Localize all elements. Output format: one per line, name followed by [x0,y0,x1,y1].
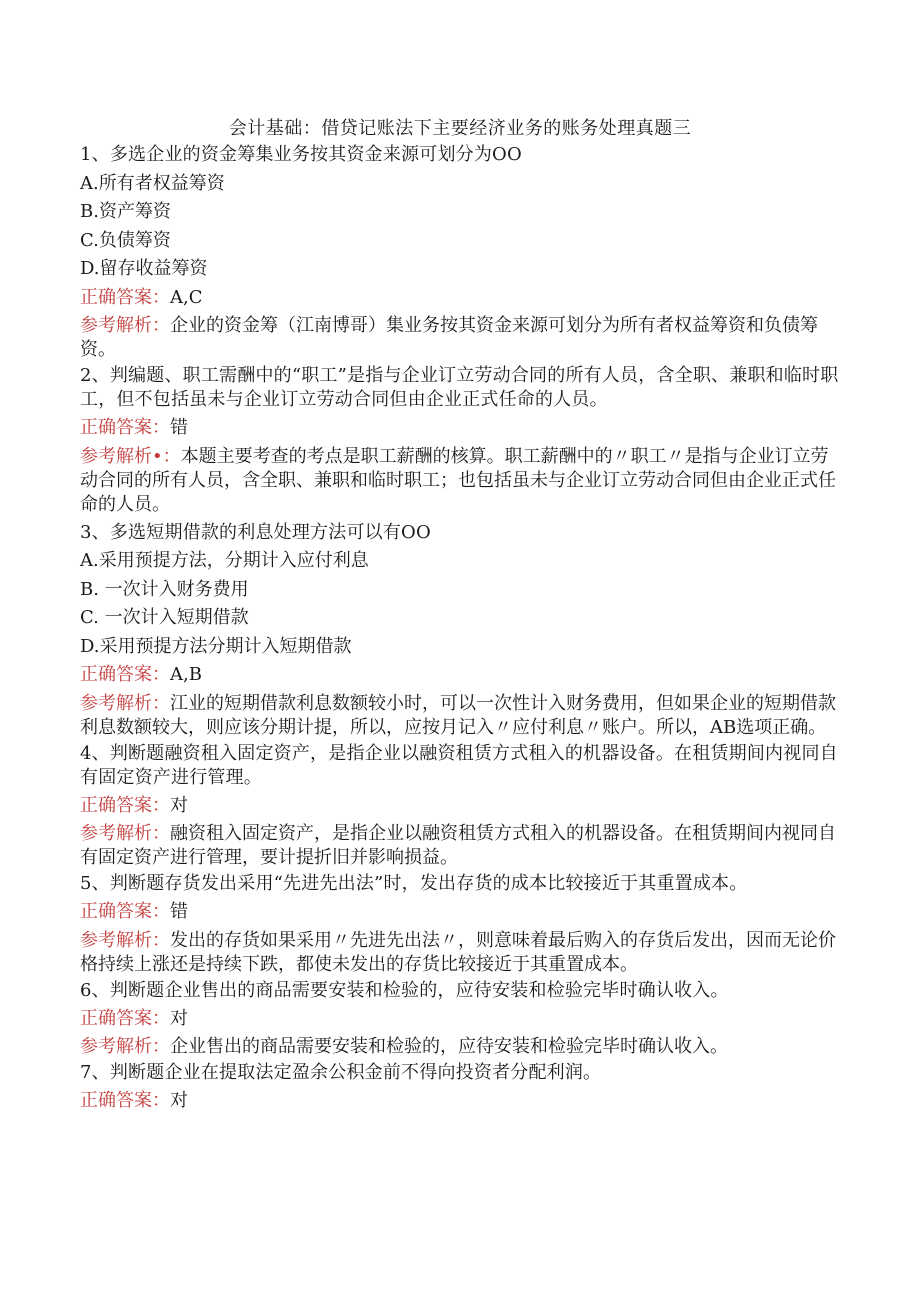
answer-value: 对 [170,1007,188,1029]
analysis-text: 企业的资金筹（江南博哥）集业务按其资金来源可划分为所有者权益筹资和负债筹资。 [80,315,818,360]
answer-value: A,B [170,664,202,685]
question-6-stem: 6、判断题企业售出的商品需要安装和检验的，应待安装和检验完毕时确认收入。 [80,979,729,1001]
question-7-stem: 7、判断题企业在提取法定盈余公积金前不得向投资者分配利润。 [80,1062,602,1083]
analysis-label: 参考解析： [80,315,170,336]
question-3-option-a: A.采用预提方法，分期计入应付利息 [80,550,369,571]
question-3-analysis [80,692,840,740]
analysis-label: 参考解析： [80,692,170,714]
question-6-analysis [80,1035,840,1059]
answer-value: 错 [170,901,188,922]
analysis-text: 融资租入固定资产，是指企业以融资租赁方式租入的机器设备。在租赁期间内视同自有固定资产进行管理，要计提折旧并影响损益。 [80,823,836,868]
answer-label: 正确答案： [80,417,170,438]
question-1-option-d: D.留存收益筹资 [80,258,208,279]
question-3-stem: 3、多选短期借款的利息处理方法可以有OO [80,521,431,543]
question-1-stem: 1、多选企业的资金筹集业务按其资金来源可划分为OO [80,144,522,165]
question-3-option-c: C. 一次计入短期借款 [80,607,249,628]
answer-label: 正确答案： [80,1007,170,1029]
analysis-text: 发出的存货如果采用〃先进先出法〃，则意味着最后购入的存货后发出，因而无论价格持续上涨还是持续下跌，都使未发出的存货比较接近于其重置成本。 [80,929,836,975]
question-1-option-c: C.负债筹资 [80,229,171,251]
question-3-option-d: D.采用预提方法分期计入短期借款 [80,635,352,657]
answer-label: 正确答案： [80,664,170,685]
question-4-stem: 4、判断题融资租入固定资产，是指企业以融资租赁方式租入的机器设备。在租赁期间内视同自有固定资产进行管理。 [80,742,838,788]
analysis-text: 企业售出的商品需要安装和检验的，应待安装和检验完毕时确认收入。 [170,1036,728,1057]
analysis-label: 参考解析： [80,1036,170,1057]
answer-value: 对 [170,794,188,816]
answer-value: A,C [170,286,203,308]
question-2-answer [80,414,840,443]
question-4-answer [80,792,840,821]
question-3-answer [80,661,840,690]
question-1-option-b: B.资产筹资 [80,201,171,222]
answer-label: 正确答案： [80,794,170,816]
question-list [80,141,840,1116]
question-2-stem: 2、判编题、职工需酬中的“职工”是指与企业订立劳动合同的所有人员，含全职、兼职和临时职工，但不包括虽未与企业订立劳动合同但由企业正式任命的人员。 [80,365,839,410]
answer-label: 正确答案： [80,286,170,308]
question-2-analysis [80,445,840,517]
answer-value: 错 [170,417,188,438]
question-5-analysis [80,929,840,977]
document-title: 会计基础：借贷记账法下主要经济业务的账务处理真题三 [228,118,692,139]
analysis-label: 参考解析•： [80,445,181,467]
question-6-answer [80,1005,840,1034]
question-5-stem: 5、判断题存货发出采用“先进先出法”时，发出存货的成本比较接近于其重置成本。 [80,873,748,894]
question-7-answer [80,1087,840,1116]
question-3-option-b: B. 一次计入财务费用 [80,578,249,600]
question-4-analysis [80,822,840,870]
analysis-text: 本题主要考查的考点是职工薪酬的核算。职工薪酬中的〃职工〃是指与企业订立劳动合同的所有人员，含全职、兼职和临时职工；也包括虽未与企业订立劳动合同但由企业正式任命的人员。 [80,445,836,515]
analysis-label: 参考解析： [80,823,170,844]
analysis-label: 参考解析： [80,929,170,951]
question-5-answer [80,898,840,927]
answer-value: 对 [170,1090,188,1111]
answer-label: 正确答案： [80,901,170,922]
answer-label: 正确答案： [80,1090,170,1111]
analysis-text: 江业的短期借款利息数额较小时，可以一次性计入财务费用，但如果企业的短期借款利息数额较大，则应该分期计提，所以，应按月记入〃应付利息〃账户。所以，AB选项正确。 [80,692,836,738]
question-1-answer [80,284,840,313]
question-1-option-a: A.所有者权益筹资 [80,172,225,194]
question-1-analysis [80,314,840,362]
